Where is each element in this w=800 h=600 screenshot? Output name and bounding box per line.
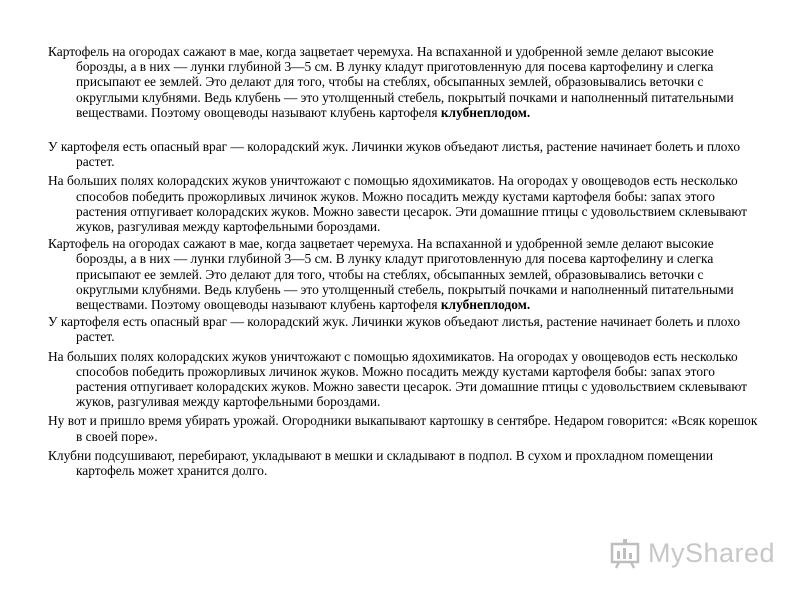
paragraph-pest-control-1: На больших полях колорадских жуков уничтожают с помощью ядохимикатов. На огородах у овощеводов есть несколько способов победить прожорливых личинок жуков. Можно посадить между кустами картофеля бобы: запах этого растения отпугивает колорадских жуков. Можно завести цесарок. Эти домашние птицы с удовольствием склевывают жуков, разгуливая между картофельными бороздами. bbox=[48, 173, 748, 235]
term-klubneplod: клубнеплодом. bbox=[440, 297, 531, 313]
paragraph-storage: Клубни подсушивают, перебирают, укладывают в мешки и складывают в подпол. В сухом и прохладном помещении картофель может хранится долго. bbox=[48, 447, 714, 479]
paragraph-pest-control-2: На больших полях колорадских жуков уничтожают с помощью ядохимикатов. На огородах у овощеводов есть несколько способов победить прожорливых личинок жуков. Можно посадить между кустами картофеля бобы: запах этого растения отпугивает колорадских жуков. Можно завести цесарок. Эти домашние птицы с удовольствием склевывают жуков, разгуливая между картофельными бороздами. bbox=[48, 348, 748, 410]
myshared-watermark bbox=[608, 536, 775, 570]
myshared-logo-icon bbox=[608, 536, 642, 570]
paragraph-planting-2: Картофель на огородах сажают в мае, когда зацветает черемуха. На вспаханной и удобренной земле делают высокие борозды, а в них — лунки глубиной 3—5 см. В лунку кладут приготовленную для посева картофелину и слегка присыпают ее землей. Это делают для того, чтобы на стеблях, обсыпанных землей, образовывались веточки с округлыми клубнями. Ведь клубень — это утолщенный стебель, покрытый почками и наполненный питательными веществами. Поэтому овощеводы называют клубень картофеля клубнеплодом. bbox=[48, 236, 734, 313]
watermark-text: MyShared bbox=[648, 537, 776, 568]
document-body bbox=[48, 44, 758, 478]
paragraph-beetle-2: У картофеля есть опасный враг — колорадский жук. Личинки жуков объедают листья, растение начинает болеть и плохо растет. bbox=[48, 314, 741, 345]
term-klubneplod: клубнеплодом. bbox=[440, 104, 531, 120]
paragraph-harvest: Ну вот и пришло время убирать урожай. Огородники выкапывают картошку в сентябре. Недаром говорится: «Всяк корешок в своей поре». bbox=[48, 413, 758, 444]
paragraph-beetle-1: У картофеля есть опасный враг — колорадский жук. Личинки жуков объедают листья, растение начинает болеть и плохо растет. bbox=[48, 139, 741, 170]
paragraph-planting-1: Картофель на огородах сажают в мае, когда зацветает черемуха. На вспаханной и удобренной земле делают высокие борозды, а в них — лунки глубиной 3—5 см. В лунку кладут приготовленную для посева картофелину и слегка присыпают ее землей. Это делают для того, чтобы на стеблях, обсыпанных землей, образовывались веточки с округлыми клубнями. Ведь клубень — это утолщенный стебель, покрытый почками и наполненный питательными веществами. Поэтому овощеводы называют клубень картофеля клубнеплодом. bbox=[48, 44, 734, 120]
